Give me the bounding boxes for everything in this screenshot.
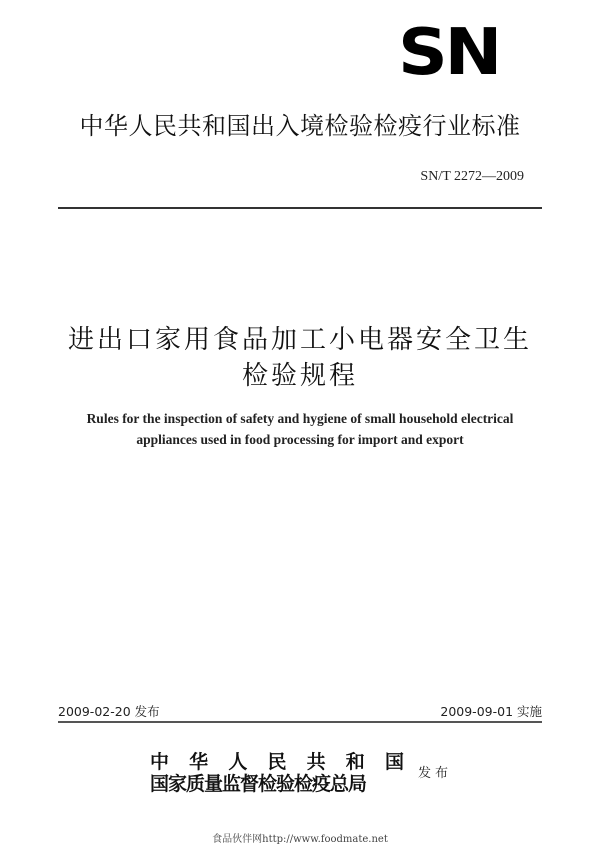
publish-label: 发布 [418, 766, 453, 781]
sn-logo: SN [398, 16, 500, 90]
issuer-country [150, 752, 404, 773]
issuer-char: 华 [189, 751, 209, 773]
issuer-char: 国 [384, 751, 404, 773]
effective-date: 2009-09-01 实施 [440, 704, 542, 719]
document-title-en-line2: appliances used in food processing for import and export [136, 432, 464, 447]
header-divider [58, 207, 542, 209]
issuer-char: 中 [150, 751, 170, 773]
issue-date: 2009-02-20 发布 [58, 704, 160, 719]
footer-divider [58, 721, 542, 723]
issuing-authority [150, 752, 404, 795]
document-title-zh-line1: 进出口家用食品加工小电器安全卫生 [67, 325, 532, 355]
issuer-char: 民 [267, 751, 287, 773]
document-title-zh [0, 322, 600, 394]
issuer-char: 人 [228, 751, 248, 773]
document-title-en [0, 408, 600, 450]
issuer-agency: 国家质量监督检验检疫总局 [150, 773, 367, 795]
issuer-char: 和 [345, 751, 365, 773]
standard-code: SN/T 2272—2009 [420, 169, 524, 184]
watermark-url: 食品伙伴网http://www.foodmate.net [212, 834, 388, 845]
document-title-zh-line2: 检验规程 [241, 361, 358, 391]
issuer-char: 共 [306, 751, 326, 773]
document-title-en-line1: Rules for the inspection of safety and hygiene of small household electrical [86, 411, 514, 426]
standard-type-heading: 中华人民共和国出入境检验检疫行业标准 [79, 112, 521, 140]
